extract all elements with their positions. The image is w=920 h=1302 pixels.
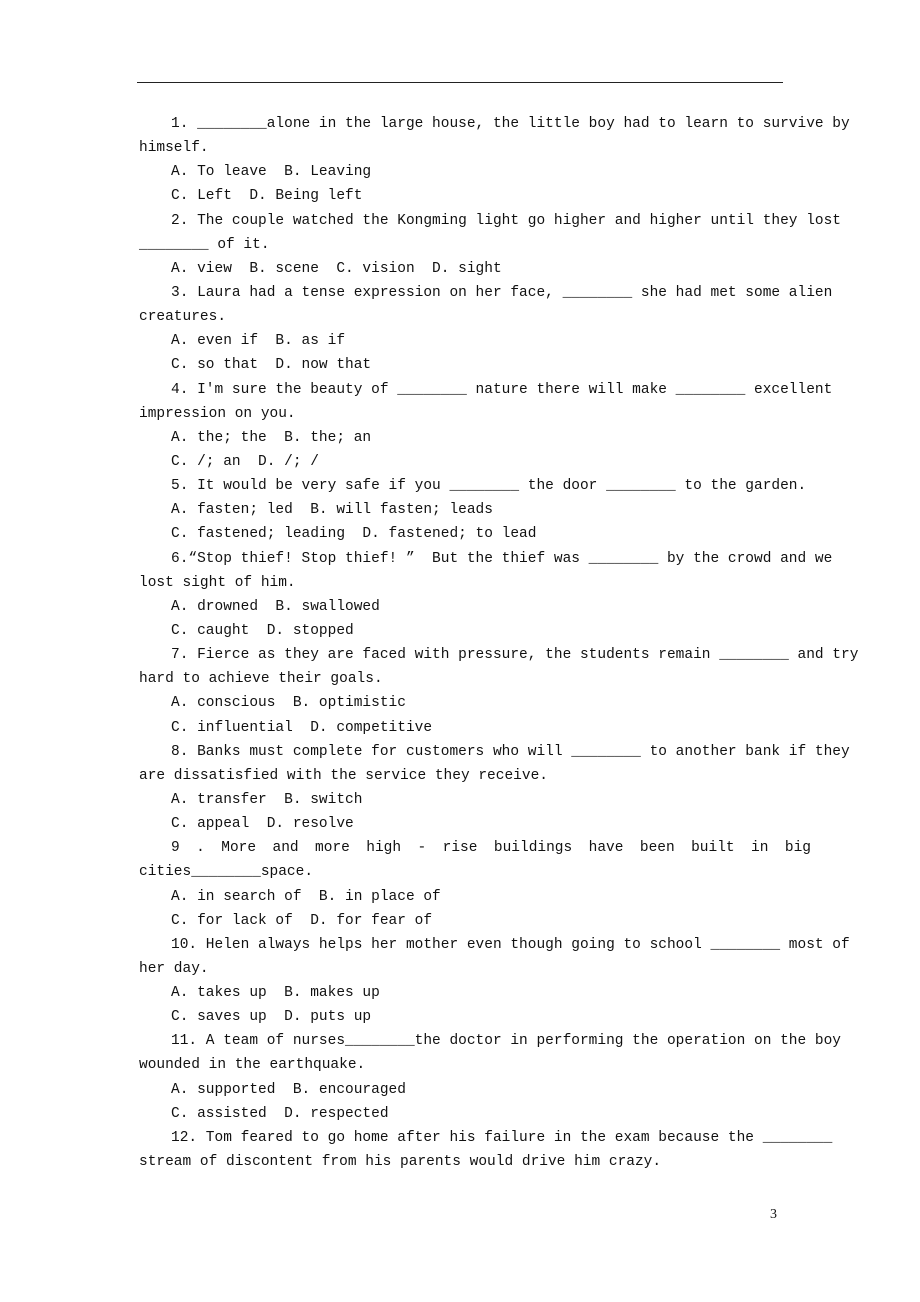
text-line: C. appeal D. resolve [171, 816, 354, 833]
text-line: A. takes up B. makes up [171, 985, 380, 1002]
text-line: C. so that D. now that [171, 357, 372, 374]
text-line: impression on you. [139, 405, 296, 422]
text-line: C. caught D. stopped [171, 622, 354, 639]
text-line: himself. [139, 140, 209, 157]
text-line: C. saves up D. puts up [171, 1009, 372, 1026]
text-line: 10. Helen always helps her mother even though going to school ________ most of [171, 936, 850, 953]
text-line: A. To leave B. Leaving [171, 164, 372, 181]
text-line: wounded in the earthquake. [139, 1057, 366, 1074]
text-line: A. conscious B. optimistic [171, 695, 406, 712]
text-line: C. fastened; leading D. fastened; to lead [171, 526, 537, 543]
text-line: ________ of it. [139, 236, 270, 253]
text-line: 6.“Stop thief! Stop thief! ” But the thief was ________ by the crowd and we [171, 550, 833, 567]
text-line: A. even if B. as if [171, 333, 346, 350]
text-line: C. /; an D. /; / [171, 453, 319, 470]
text-line: 5. It would be very safe if you ________ the door ________ to the garden. [171, 478, 807, 495]
text-line: 12. Tom feared to go home after his failure in the exam because the ________ [171, 1129, 833, 1146]
text-line: 1. ________alone in the large house, the little boy had to learn to survive by [171, 116, 850, 132]
text-line: cities________space. [139, 864, 314, 881]
text-line: hard to achieve their goals. [139, 671, 383, 688]
text-line: 3. Laura had a tense expression on her face, ________ she had met some alien [171, 284, 833, 301]
text-line: C. Left D. Being left [171, 188, 363, 205]
text-line: A. in search of B. in place of [171, 888, 441, 905]
text-line: 7. Fierce as they are faced with pressure, the students remain ________ and try [171, 647, 859, 664]
text-line: creatures. [139, 309, 227, 326]
header-rule [137, 82, 783, 83]
exercise-text [139, 112, 859, 1174]
text-line: A. view B. scene C. vision D. sight [171, 260, 502, 277]
text-line: 2. The couple watched the Kongming light go higher and higher until they lost [171, 212, 842, 229]
text-line: A. fasten; led B. will fasten; leads [171, 502, 493, 519]
text-line: stream of discontent from his parents would drive him crazy. [139, 1154, 662, 1171]
text-line: A. the; the B. the; an [171, 429, 372, 446]
text-line: lost sight of him. [139, 574, 296, 591]
page-number: 3 [770, 1207, 777, 1222]
text-line: A. transfer B. switch [171, 791, 363, 808]
text-line: are dissatisfied with the service they receive. [139, 767, 548, 784]
text-line: A. drowned B. swallowed [171, 598, 380, 615]
text-line: C. influential D. competitive [171, 719, 433, 736]
text-line: C. assisted D. respected [171, 1105, 389, 1122]
text-line: her day. [139, 960, 209, 977]
text-line: 8. Banks must complete for customers who will ________ to another bank if they [171, 743, 850, 760]
text-line: A. supported B. encouraged [171, 1081, 406, 1098]
text-line: 11. A team of nurses________the doctor in performing the operation on the boy [171, 1033, 842, 1050]
text-line: C. for lack of D. for fear of [171, 912, 433, 929]
text-line: 9 . More and more high - rise buildings have been built in big [171, 840, 811, 857]
text-line: 4. I'm sure the beauty of ________ nature there will make ________ excellent [171, 381, 833, 398]
